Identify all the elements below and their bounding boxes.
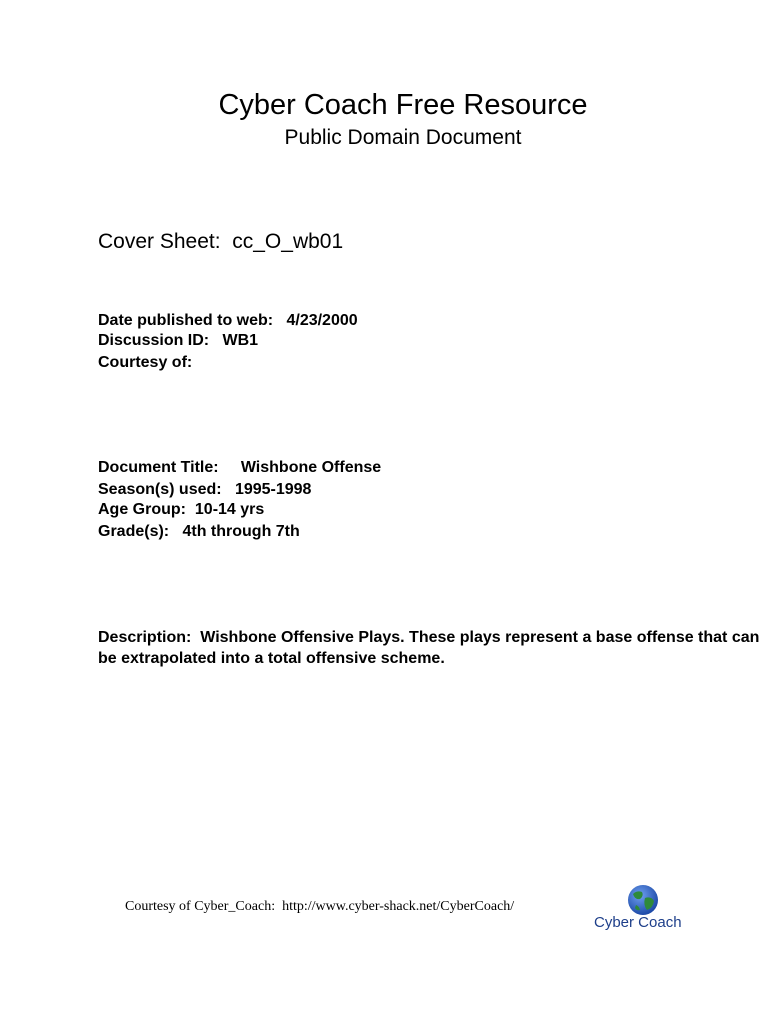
description (98, 627, 768, 669)
seasons-used-label: Season(s) used: (98, 481, 222, 498)
discussion-id (98, 330, 258, 351)
globe-icon (628, 885, 658, 915)
description-text: Wishbone Offensive Plays. These plays represent a base offense that can be extrapolated into a total offensive scheme. (98, 629, 760, 667)
document-title-value: Wishbone Offense (240, 459, 382, 476)
footer-courtesy-text: Courtesy of Cyber_Coach: (125, 899, 276, 914)
document-title-label: Document Title: (98, 459, 219, 476)
description-label: Description: (98, 629, 192, 646)
courtesy-of (98, 352, 192, 373)
age-group (98, 499, 264, 520)
seasons-used (98, 479, 311, 500)
grades-label: Grade(s): (98, 523, 170, 540)
grades-value: 4th through 7th (182, 523, 300, 540)
cover-sheet-label: Cover Sheet: (98, 230, 221, 253)
document-title (98, 457, 381, 478)
courtesy-of-label: Courtesy of: (98, 354, 193, 371)
age-group-label: Age Group: (98, 501, 186, 518)
cover-sheet (98, 228, 343, 256)
discussion-id-label: Discussion ID: (98, 332, 210, 349)
cover-sheet-value: cc_O_wb01 (232, 230, 344, 253)
footer-credit (125, 898, 514, 916)
age-group-value: 10-14 yrs (194, 501, 265, 518)
date-published-label: Date published to web: (98, 312, 274, 329)
logo-text: Cyber Coach (594, 914, 682, 931)
grades (98, 521, 300, 542)
page-title: Cyber Coach Free Resource (218, 89, 588, 121)
date-published (98, 310, 358, 331)
discussion-id-value: WB1 (222, 332, 259, 349)
seasons-used-value: 1995-1998 (234, 481, 312, 498)
date-published-value: 4/23/2000 (286, 312, 358, 329)
page-subtitle: Public Domain Document (284, 126, 522, 149)
footer-url[interactable]: http://www.cyber-shack.net/CyberCoach/ (282, 899, 515, 914)
